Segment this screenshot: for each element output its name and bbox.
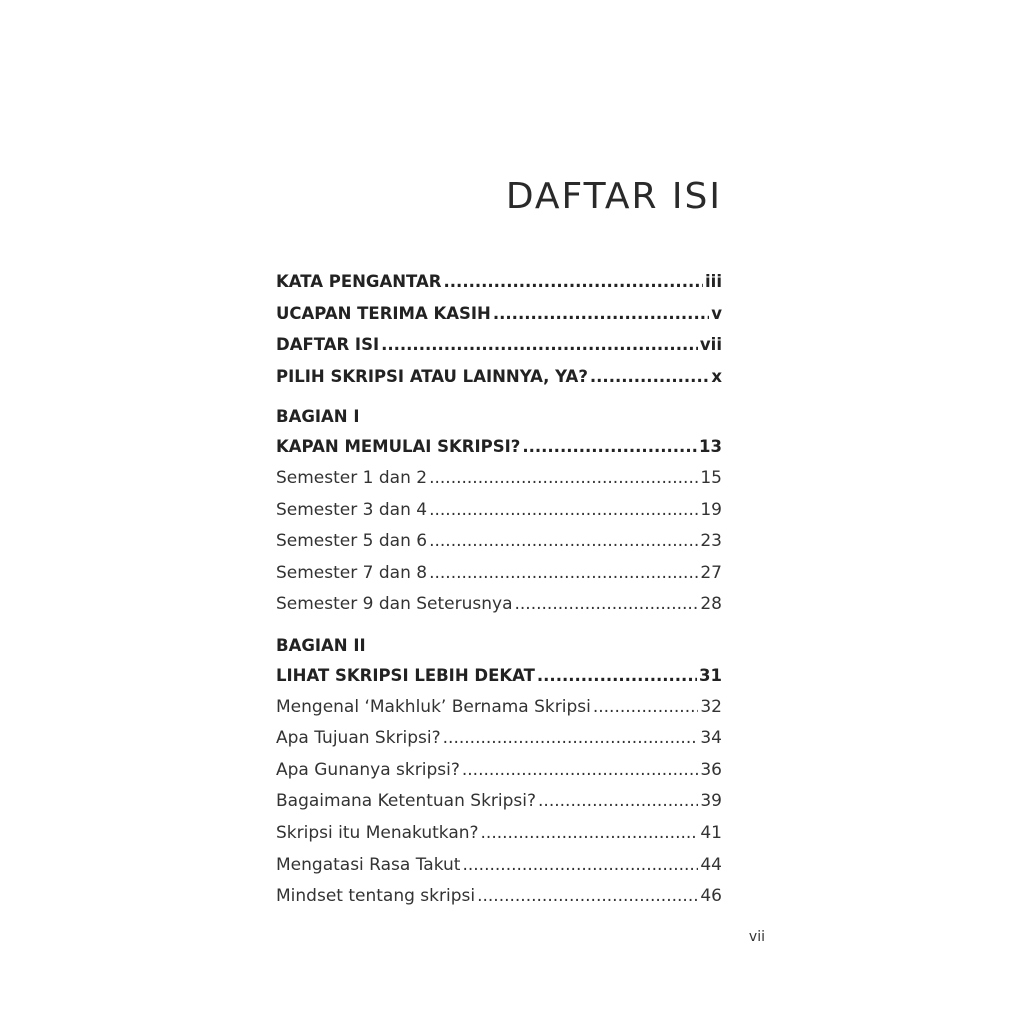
toc-entry-label: PILIH SKRIPSI ATAU LAINNYA, YA? (276, 366, 588, 386)
dot-leader (493, 298, 709, 330)
toc-entry-label: KATA PENGANTAR (276, 272, 442, 291)
toc-entry-label: KAPAN MEMULAI SKRIPSI? (276, 437, 521, 457)
dot-leader (515, 589, 699, 621)
dot-leader (477, 881, 698, 913)
toc-entry-page: 13 (699, 437, 722, 457)
dot-leader (590, 361, 709, 393)
toc-entry (276, 329, 722, 361)
toc-chapter-entry (276, 431, 722, 463)
toc-section-entry (276, 589, 722, 621)
part-heading: BAGIAN II (276, 635, 366, 655)
dot-leader (429, 558, 698, 590)
toc-entry-page: 34 (700, 728, 722, 749)
dot-leader (429, 495, 698, 527)
toc-entry-label: Mengenal ‘Makhluk’ Bernama Skripsi (276, 696, 591, 717)
toc-entry-page: 41 (700, 822, 722, 843)
toc-entry-page: 44 (700, 854, 722, 875)
toc-section-entry (276, 786, 722, 818)
toc-entry (276, 361, 722, 393)
toc-entry-page: 46 (700, 886, 722, 907)
toc-section-entry (276, 755, 722, 787)
page-title: DAFTAR ISI (505, 176, 722, 217)
toc-entry-label: Bagaimana Ketentuan Skripsi? (276, 791, 537, 812)
dot-leader (537, 660, 697, 692)
toc-entry-page: vii (699, 335, 722, 355)
dot-leader (538, 786, 698, 818)
toc-entry-label: Semester 7 dan 8 (276, 562, 428, 583)
toc-entry-label: Semester 1 dan 2 (276, 467, 428, 488)
toc-entry-page: 39 (700, 791, 722, 812)
toc-section-entry (276, 495, 722, 527)
dot-leader (381, 329, 698, 361)
dot-leader (462, 755, 699, 787)
toc-entry-label: Semester 5 dan 6 (276, 531, 428, 552)
dot-leader (462, 850, 698, 882)
toc-entry-page: 31 (699, 665, 722, 685)
toc-entry-page: 19 (700, 499, 722, 520)
toc-entry-page: x (711, 366, 722, 386)
toc-entry-page: 28 (700, 594, 722, 615)
toc-entry-label: Semester 3 dan 4 (276, 499, 428, 520)
toc-chapter-entry (276, 660, 722, 692)
toc-section-entry (276, 526, 722, 558)
toc-section-entry (276, 818, 722, 850)
toc-section-entry (276, 692, 722, 724)
dot-leader (593, 692, 699, 724)
toc-entry-label: DAFTAR ISI (276, 335, 380, 355)
part-heading: BAGIAN I (276, 407, 360, 427)
table-of-contents (276, 266, 722, 913)
dot-leader (444, 266, 704, 298)
page-number: vii (748, 929, 765, 945)
toc-entry-label: Apa Gunanya skripsi? (276, 759, 460, 780)
toc-entry-label: Apa Tujuan Skripsi? (276, 728, 441, 749)
toc-entry-page: iii (705, 272, 722, 291)
toc-entry-label: Skripsi itu Menakutkan? (276, 822, 479, 843)
toc-entry-page: 27 (700, 562, 722, 583)
toc-entry-page: 32 (700, 696, 722, 717)
toc-section-entry (276, 723, 722, 755)
toc-entry-label: Semester 9 dan Seterusnya (276, 594, 513, 615)
toc-entry (276, 266, 722, 298)
toc-section-entry (276, 881, 722, 913)
dot-leader (481, 818, 699, 850)
toc-section-entry (276, 463, 722, 495)
toc-entry-page: 36 (700, 759, 722, 780)
toc-entry-page: 23 (700, 531, 722, 552)
toc-entry (276, 298, 722, 330)
toc-entry-label: UCAPAN TERIMA KASIH (276, 303, 491, 323)
toc-entry-label: Mindset tentang skripsi (276, 886, 476, 907)
toc-entry-page: 15 (700, 467, 722, 488)
toc-entry-label: Mengatasi Rasa Takut (276, 854, 461, 875)
toc-section-entry (276, 850, 722, 882)
toc-entry-page: v (711, 303, 722, 323)
dot-leader (429, 463, 698, 495)
dot-leader (522, 431, 697, 463)
toc-entry-label: LIHAT SKRIPSI LEBIH DEKAT (276, 665, 535, 685)
toc-section-entry (276, 558, 722, 590)
dot-leader (443, 723, 699, 755)
dot-leader (429, 526, 698, 558)
